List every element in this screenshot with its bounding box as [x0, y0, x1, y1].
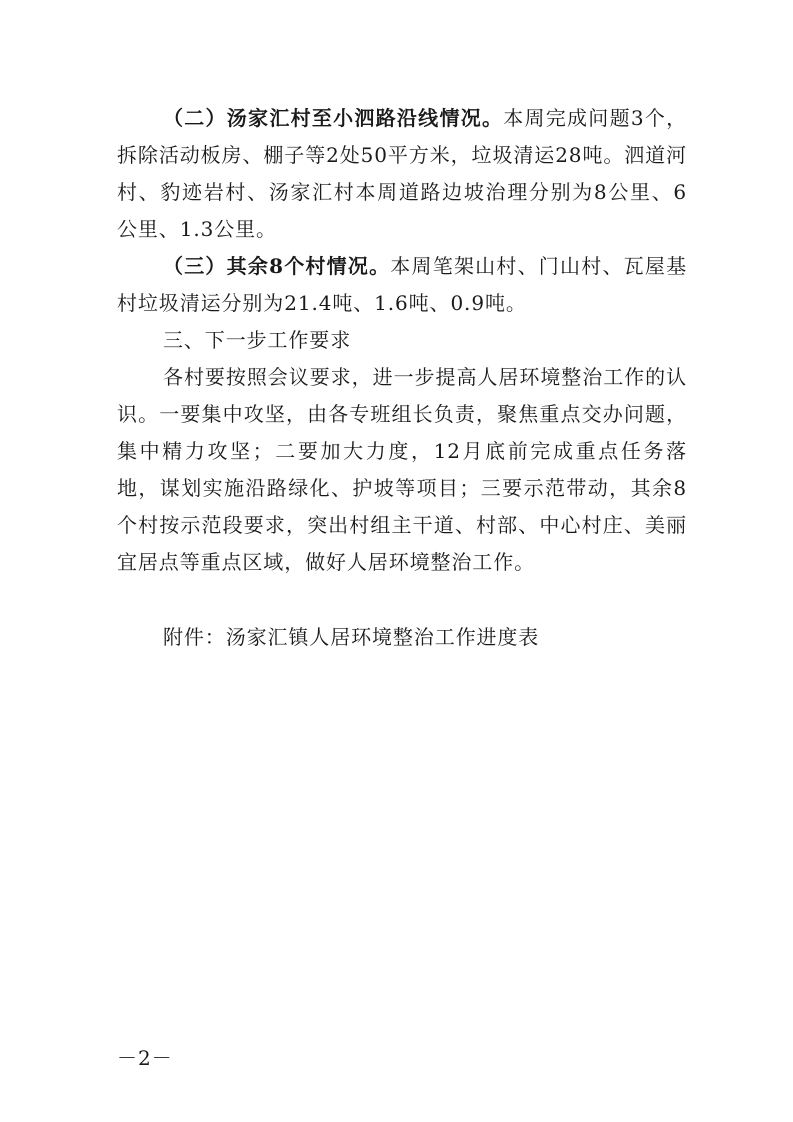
- attachment-line: 附件：汤家汇镇人居环境整治工作进度表: [163, 625, 540, 649]
- next-steps-body: 各村要按照会议要求，进一步提高人居环境整治工作的认识。一要集中攻坚，由各专班组长负责，聚焦重点交办问题，集中精力攻坚；二要加大力度，12月底前完成重点任务落地，谋划实施沿路绿化、护坡等项目；三要示范带动，其余8个村按示范段要求，突出村组主干道、村部、中心村庄、美丽宜居点等重点区域，做好人居环境整治工作。: [117, 365, 687, 574]
- document-body: [117, 100, 687, 676]
- section-3-title: （三）其余8个村情况。: [163, 254, 391, 278]
- section-2-paragraph: [117, 100, 687, 248]
- page-number: －2－: [117, 1046, 173, 1070]
- section-2-body: 本周完成问题3个，拆除活动板房、棚子等2处50平方米，垃圾清运28吨。泗道河村、豹迹岩村、汤家汇村本周道路边坡治理分别为8公里、6公里、1.3公里。: [117, 106, 687, 241]
- section-3-paragraph: [117, 248, 687, 322]
- next-steps-heading: 三、下一步工作要求: [163, 328, 352, 352]
- section-3-body: 本周笔架山村、门山村、瓦屋基村垃圾清运分别为21.4吨、1.6吨、0.9吨。: [117, 254, 687, 315]
- section-2-title: （二）汤家汇村至小泗路沿线情况。: [163, 106, 504, 130]
